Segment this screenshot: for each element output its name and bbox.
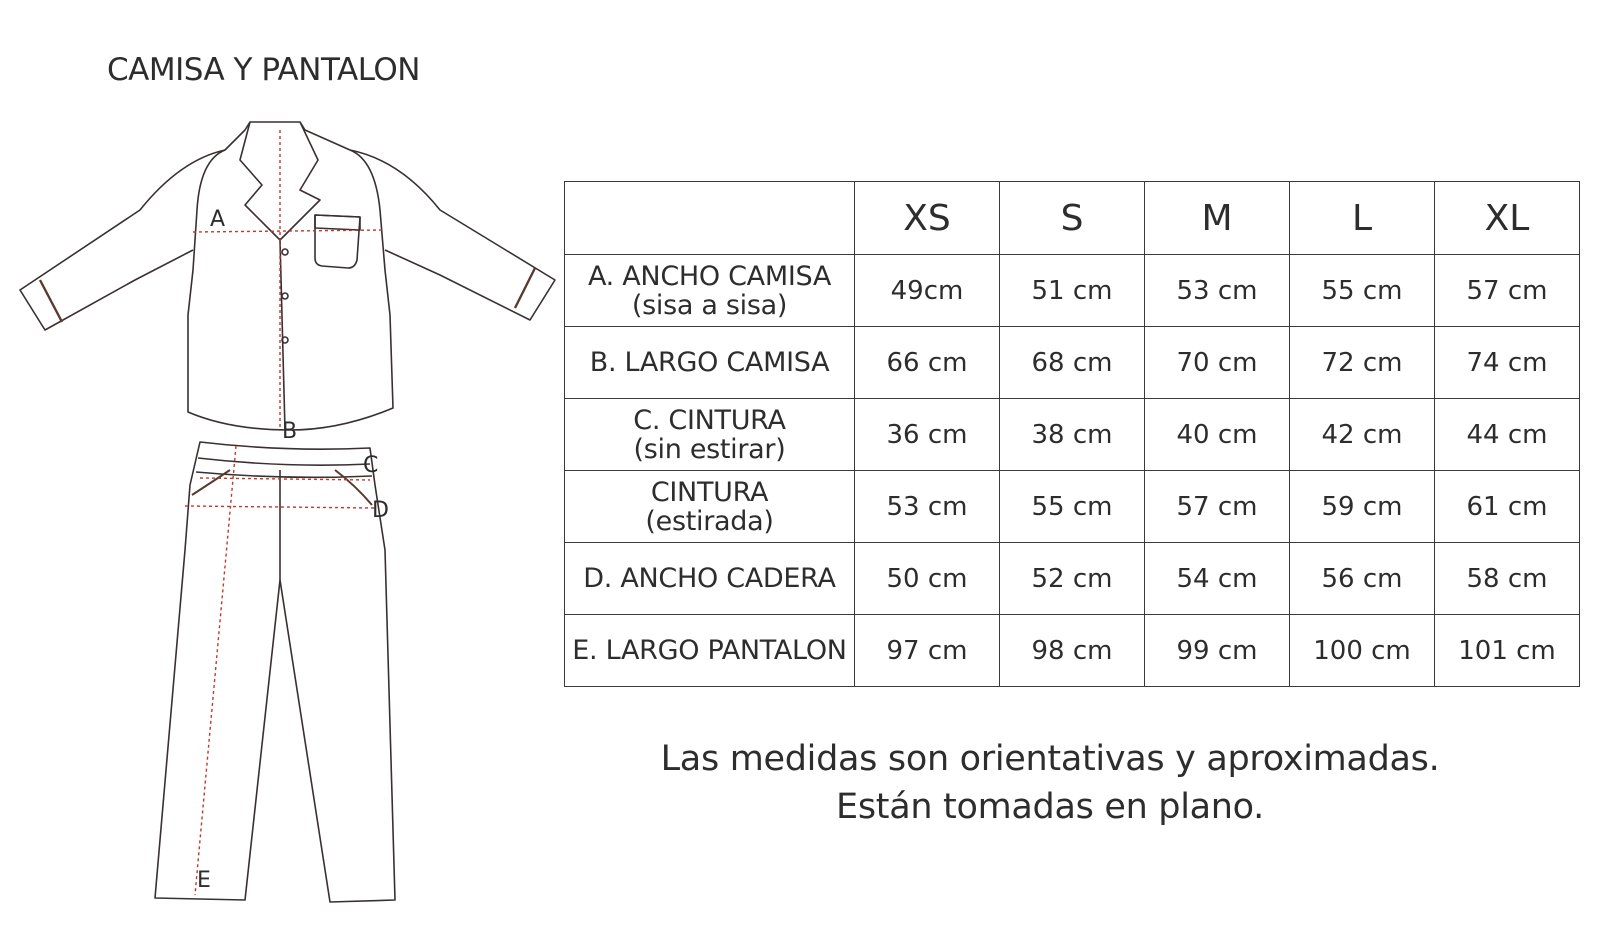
shirt-pocket bbox=[315, 215, 360, 268]
size-header: XL bbox=[1435, 182, 1580, 255]
note-line-1: Las medidas son orientativas y aproximadas. bbox=[660, 739, 1440, 779]
measure-line-e bbox=[195, 446, 236, 895]
measurement-cell: 55 cm bbox=[1290, 255, 1435, 327]
row-sublabel-text: (sin estirar) bbox=[633, 433, 786, 465]
measurement-cell: 97 cm bbox=[855, 615, 1000, 687]
shirt-outline bbox=[188, 122, 393, 430]
shirt-left-cuff bbox=[40, 280, 62, 322]
note-line-2: Están tomadas en plano. bbox=[836, 787, 1264, 827]
measurement-cell: 56 cm bbox=[1290, 543, 1435, 615]
marker-c: C bbox=[363, 453, 379, 478]
measurement-cell: 68 cm bbox=[1000, 327, 1145, 399]
shirt-right-cuff bbox=[515, 268, 535, 308]
measurement-cell: 70 cm bbox=[1145, 327, 1290, 399]
table-row bbox=[565, 399, 1580, 471]
shirt-pocket-flap bbox=[315, 215, 360, 230]
row-label-text: D. ANCHO CADERA bbox=[583, 563, 836, 594]
measurement-cell: 55 cm bbox=[1000, 471, 1145, 543]
table-row bbox=[565, 327, 1580, 399]
size-header-row bbox=[565, 182, 1580, 255]
measurement-cell: 101 cm bbox=[1435, 615, 1580, 687]
measurement-cell: 66 cm bbox=[855, 327, 1000, 399]
pajama-illustration bbox=[0, 100, 560, 920]
row-label-text: A. ANCHO CAMISA bbox=[587, 260, 831, 292]
row-label-largo-pantalon bbox=[565, 615, 855, 687]
measurement-cell: 54 cm bbox=[1145, 543, 1290, 615]
header-corner-cell bbox=[565, 182, 855, 255]
pants-outline bbox=[155, 442, 395, 902]
measurement-cell: 57 cm bbox=[1145, 471, 1290, 543]
row-label-largo-camisa bbox=[565, 327, 855, 399]
shirt-placket bbox=[280, 240, 285, 430]
measurement-cell: 44 cm bbox=[1435, 399, 1580, 471]
table-row bbox=[565, 543, 1580, 615]
table-row bbox=[565, 615, 1580, 687]
measurement-cell: 53 cm bbox=[1145, 255, 1290, 327]
pajama-diagram bbox=[0, 100, 560, 920]
measurement-cell: 53 cm bbox=[855, 471, 1000, 543]
table-row bbox=[565, 471, 1580, 543]
size-header: S bbox=[1000, 182, 1145, 255]
measurement-cell: 51 cm bbox=[1000, 255, 1145, 327]
page-title: CAMISA Y PANTALON bbox=[107, 52, 420, 88]
marker-b: B bbox=[282, 419, 298, 444]
size-header: XS bbox=[855, 182, 1000, 255]
marker-a: A bbox=[210, 207, 226, 232]
size-table bbox=[564, 181, 1580, 687]
measurement-cell: 57 cm bbox=[1435, 255, 1580, 327]
measurement-cell: 36 cm bbox=[855, 399, 1000, 471]
row-label-cintura-estirada bbox=[565, 471, 855, 543]
marker-d: D bbox=[372, 498, 389, 523]
measurement-cell: 61 cm bbox=[1435, 471, 1580, 543]
table-row bbox=[565, 255, 1580, 327]
row-label-text: CINTURA bbox=[650, 476, 769, 508]
row-sublabel-text: (estirada) bbox=[645, 505, 774, 537]
shirt-right-sleeve bbox=[350, 150, 555, 320]
size-header: L bbox=[1290, 182, 1435, 255]
measurement-cell: 42 cm bbox=[1290, 399, 1435, 471]
row-label-text: B. LARGO CAMISA bbox=[589, 347, 830, 378]
row-label-ancho-camisa bbox=[565, 255, 855, 327]
row-label-text: C. CINTURA bbox=[633, 404, 786, 436]
row-label-text: E. LARGO PANTALON bbox=[572, 635, 847, 666]
row-label-ancho-cadera bbox=[565, 543, 855, 615]
measurement-cell: 50 cm bbox=[855, 543, 1000, 615]
measurement-cell: 38 cm bbox=[1000, 399, 1145, 471]
measurement-cell: 49cm bbox=[855, 255, 1000, 327]
measurement-cell: 40 cm bbox=[1145, 399, 1290, 471]
marker-e: E bbox=[197, 868, 211, 893]
measurement-cell: 58 cm bbox=[1435, 543, 1580, 615]
size-header: M bbox=[1145, 182, 1290, 255]
row-sublabel-text: (sisa a sisa) bbox=[631, 289, 788, 321]
measurement-cell: 72 cm bbox=[1290, 327, 1435, 399]
measurement-note bbox=[640, 735, 1460, 831]
measurement-cell: 52 cm bbox=[1000, 543, 1145, 615]
measurement-cell: 99 cm bbox=[1145, 615, 1290, 687]
row-label-cintura-sin-estirar bbox=[565, 399, 855, 471]
measurement-cell: 59 cm bbox=[1290, 471, 1435, 543]
measurement-cell: 74 cm bbox=[1435, 327, 1580, 399]
measurement-cell: 98 cm bbox=[1000, 615, 1145, 687]
measurement-cell: 100 cm bbox=[1290, 615, 1435, 687]
